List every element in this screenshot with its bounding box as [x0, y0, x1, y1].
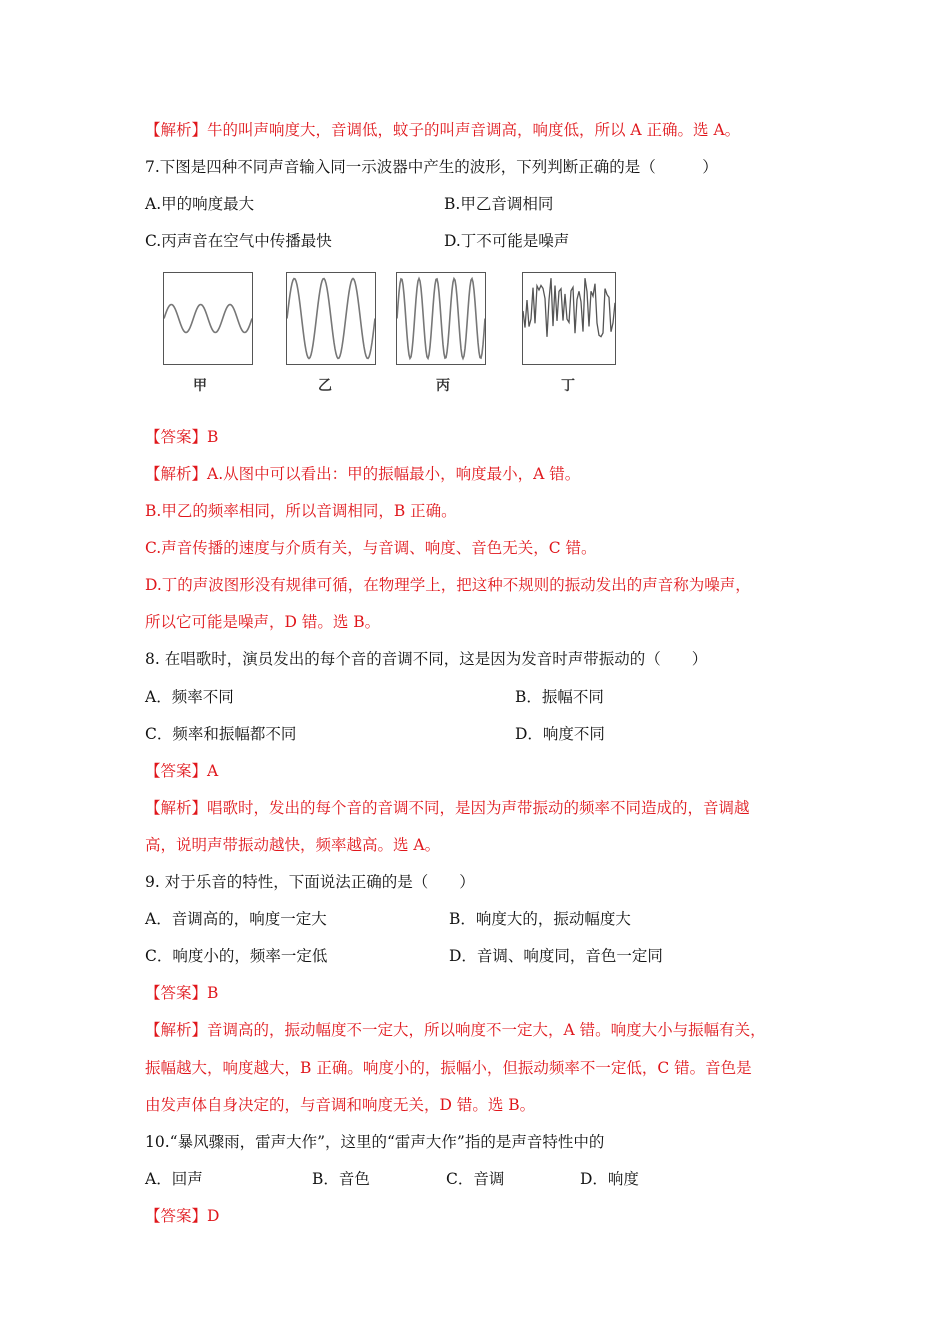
q10-option-c: C．音调: [446, 1170, 505, 1188]
waveform-yi: [286, 272, 376, 365]
q8-stem: 8. 在唱歌时，演员发出的每个音的音调不同，这是因为发音时声带振动的（ ）: [145, 650, 708, 668]
q9-stem: 9. 对于乐音的特性，下面说法正确的是（ ）: [145, 873, 475, 891]
q10-option-b: B．音色: [312, 1170, 370, 1188]
waveform-jia: [163, 272, 253, 365]
q10-option-a: A．回声: [145, 1170, 203, 1188]
q9-answer: 【答案】B: [145, 984, 219, 1002]
q7-option-d: D.丁不可能是噪声: [444, 232, 570, 250]
q7-analysis-2: B.甲乙的频率相同，所以音调相同，B 正确。: [145, 502, 457, 520]
q8-option-c: C．频率和振幅都不同: [145, 725, 297, 743]
q8-analysis-1: 【解析】唱歌时，发出的每个音的音调不同，是因为声带振动的频率不同造成的，音调越: [145, 799, 750, 817]
q7-answer: 【答案】B: [145, 428, 219, 446]
waveform-ding: [522, 272, 616, 365]
q10-answer: 【答案】D: [145, 1207, 220, 1225]
q9-option-a: A．音调高的，响度一定大: [145, 910, 327, 928]
q7-analysis-1: 【解析】A.从图中可以看出：甲的振幅最小，响度最小，A 错。: [145, 465, 581, 483]
wave-label-ding: 丁: [561, 378, 575, 394]
q8-analysis-2: 高，说明声带振动越快，频率越高。选 A。: [145, 836, 441, 854]
q8-option-d: D．响度不同: [515, 725, 605, 743]
q9-option-d: D．音调、响度同，音色一定同: [449, 947, 663, 965]
wave-label-bing: 丙: [436, 378, 450, 394]
q9-option-b: B．响度大的，振动幅度大: [449, 910, 631, 928]
q9-option-c: C．响度小的，频率一定低: [145, 947, 328, 965]
q7-analysis-4: D.丁的声波图形没有规律可循，在物理学上，把这种不规则的振动发出的声音称为噪声，: [145, 576, 751, 594]
q7-option-a: A.甲的响度最大: [145, 195, 255, 213]
q7-stem: 7.下图是四种不同声音输入同一示波器中产生的波形，下列判断正确的是（ ）: [145, 158, 718, 176]
q9-analysis-3: 由发声体自身决定的，与音调和响度无关，D 错。选 B。: [145, 1096, 536, 1114]
q9-analysis-1: 【解析】音调高的，振动幅度不一定大，所以响度不一定大，A 错。响度大小与振幅有关，: [145, 1021, 766, 1039]
wave-label-jia: 甲: [193, 378, 207, 394]
q7-option-c: C.丙声音在空气中传播最快: [145, 232, 332, 250]
q8-option-b: B．振幅不同: [515, 688, 604, 706]
q7-analysis-3: C.声音传播的速度与介质有关，与音调、响度、音色无关，C 错。: [145, 539, 597, 557]
q10-option-d: D．响度: [580, 1170, 639, 1188]
q7-option-b: B.甲乙音调相同: [444, 195, 554, 213]
q9-analysis-2: 振幅越大，响度越大，B 正确。响度小的，振幅小，但振动频率不一定低，C 错。音色是: [145, 1059, 752, 1077]
waveform-ding-graphic: [523, 273, 615, 364]
q6-analysis: 【解析】牛的叫声响度大，音调低，蚊子的叫声音调高，响度低，所以 A 正确。选 A。: [145, 121, 741, 139]
wave-label-yi: 乙: [318, 378, 332, 394]
waveform-yi-graphic: [287, 273, 375, 364]
q10-stem: 10.“暴风骤雨，雷声大作”，这里的“雷声大作”指的是声音特性中的: [145, 1133, 605, 1151]
waveform-jia-graphic: [164, 273, 252, 364]
waveform-bing: [396, 272, 486, 365]
q8-option-a: A．频率不同: [145, 688, 234, 706]
q7-analysis-5: 所以它可能是噪声，D 错。选 B。: [145, 613, 381, 631]
q8-answer: 【答案】A: [145, 762, 219, 780]
waveform-bing-graphic: [397, 273, 485, 364]
